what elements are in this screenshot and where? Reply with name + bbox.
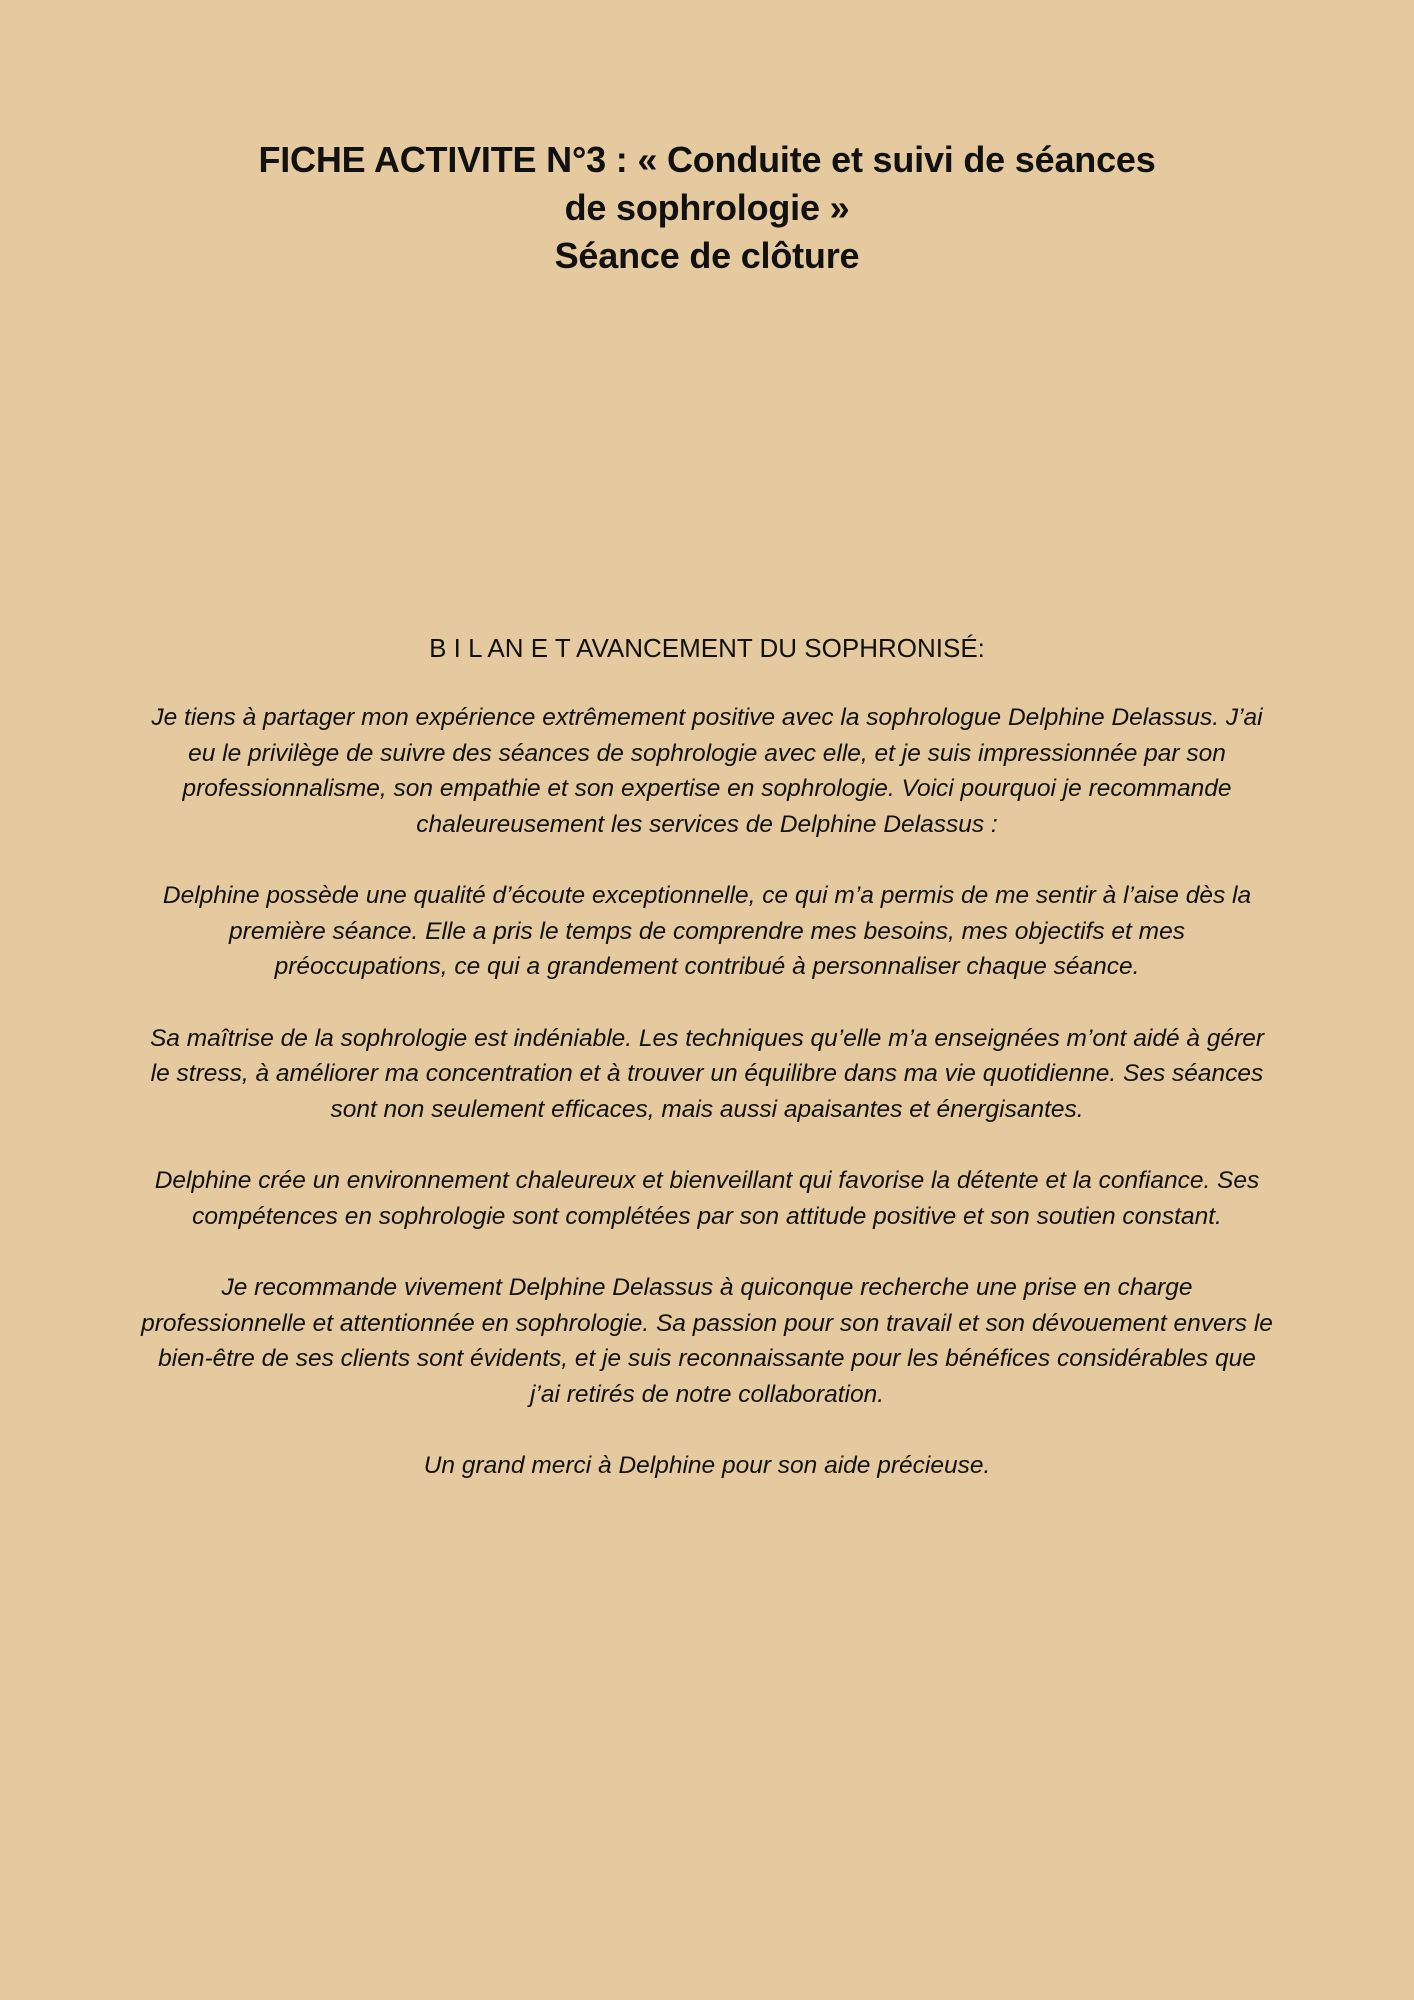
paragraph-5: Je recommande vivement Delphine Delassus à quiconque recherche une prise en charge professionnelle et attentionnée en sophrologie. Sa passion pour son travail et son dévouement envers le bien-être de ses clients sont évidents, et je suis reconnaissante pour les bénéfices considérables que j’ai retirés de notre collaboration. — [141, 1274, 1273, 1408]
testimonial-body — [140, 700, 1274, 1520]
page-title — [0, 136, 1414, 280]
title-line-2: de sophrologie » — [564, 187, 850, 228]
section-heading: B I L AN E T AVANCEMENT DU SOPHRONISÉ: — [429, 633, 985, 663]
paragraph-4: Delphine crée un environnement chaleureux et bienveillant qui favorise la détente et la confiance. Ses compétences en sophrologie sont complétées par son attitude positive et son soutien constant. — [154, 1167, 1260, 1230]
paragraph-6: Un grand merci à Delphine pour son aide précieuse. — [423, 1452, 991, 1479]
title-line-3: Séance de clôture — [554, 235, 860, 276]
paragraph-1: Je tiens à partager mon expérience extrêmement positive avec la sophrologue Delphine Delassus. J’ai eu le privilège de suivre des séances de sophrologie avec elle, et je suis impressionnée par son professionnalisme, son empathie et son expertise en sophrologie. Voici pourquoi je recommande chaleureusement les services de Delphine Delassus : — [151, 704, 1263, 838]
paragraph-2: Delphine possède une qualité d’écoute exceptionnelle, ce qui m’a permis de me sentir à l’aise dès la première séance. Elle a pris le temps de comprendre mes besoins, mes objectifs et mes préoccupations, ce qui a grandement contribué à personnaliser chaque séance. — [162, 882, 1252, 980]
title-line-1: FICHE ACTIVITE N°3 : « Conduite et suivi de séances — [258, 139, 1156, 180]
paragraph-3: Sa maîtrise de la sophrologie est indéniable. Les techniques qu’elle m’a enseignées m’ont aidé à gérer le stress, à améliorer ma concentration et à trouver un équilibre dans ma vie quotidienne. Ses séances sont non seulement efficaces, mais aussi apaisantes et énergisantes. — [149, 1024, 1265, 1123]
